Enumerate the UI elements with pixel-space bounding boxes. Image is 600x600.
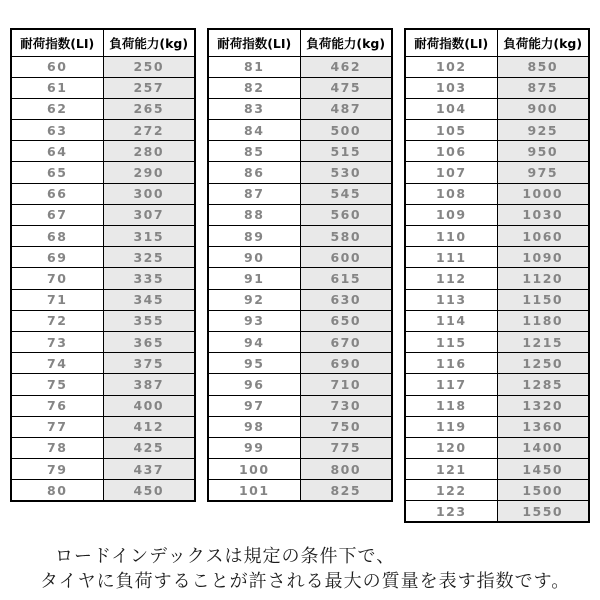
load-capacity-cell: 375 bbox=[103, 353, 195, 374]
table-row bbox=[405, 459, 589, 480]
load-capacity-cell: 560 bbox=[300, 204, 392, 225]
table-row bbox=[405, 289, 589, 310]
table-row bbox=[208, 226, 392, 247]
table-row bbox=[11, 480, 195, 501]
load-capacity-cell: 615 bbox=[300, 268, 392, 289]
load-index-cell: 108 bbox=[405, 183, 497, 204]
table-row bbox=[208, 183, 392, 204]
table-row bbox=[208, 162, 392, 183]
load-index-cell: 123 bbox=[405, 501, 497, 522]
load-capacity-cell: 325 bbox=[103, 247, 195, 268]
load-index-cell: 77 bbox=[11, 416, 103, 437]
load-index-cell: 65 bbox=[11, 162, 103, 183]
load-index-cell: 72 bbox=[11, 310, 103, 331]
table-row bbox=[208, 268, 392, 289]
load-index-cell: 85 bbox=[208, 141, 300, 162]
load-index-cell: 113 bbox=[405, 289, 497, 310]
load-index-cell: 98 bbox=[208, 416, 300, 437]
col-header-load-capacity: 負荷能力(kg) bbox=[497, 29, 589, 56]
table-row bbox=[405, 141, 589, 162]
table-row bbox=[208, 120, 392, 141]
load-capacity-cell: 1320 bbox=[497, 395, 589, 416]
load-capacity-cell: 1030 bbox=[497, 204, 589, 225]
load-capacity-cell: 1060 bbox=[497, 226, 589, 247]
table-row bbox=[208, 353, 392, 374]
load-index-cell: 82 bbox=[208, 77, 300, 98]
load-capacity-cell: 1180 bbox=[497, 310, 589, 331]
load-index-cell: 74 bbox=[11, 353, 103, 374]
table-row bbox=[405, 204, 589, 225]
load-index-tables-row bbox=[10, 28, 590, 523]
load-capacity-cell: 250 bbox=[103, 56, 195, 77]
table-row bbox=[11, 395, 195, 416]
table-row bbox=[405, 247, 589, 268]
header-row bbox=[405, 29, 589, 56]
load-index-cell: 91 bbox=[208, 268, 300, 289]
load-capacity-cell: 1500 bbox=[497, 480, 589, 501]
table-row bbox=[208, 77, 392, 98]
table-row bbox=[405, 162, 589, 183]
load-index-cell: 66 bbox=[11, 183, 103, 204]
load-index-cell: 118 bbox=[405, 395, 497, 416]
table-row bbox=[11, 331, 195, 352]
load-capacity-cell: 450 bbox=[103, 480, 195, 501]
load-capacity-cell: 475 bbox=[300, 77, 392, 98]
table-row bbox=[208, 141, 392, 162]
load-index-cell: 106 bbox=[405, 141, 497, 162]
table-row bbox=[11, 77, 195, 98]
table-row bbox=[208, 56, 392, 77]
load-capacity-cell: 365 bbox=[103, 331, 195, 352]
table-row bbox=[405, 183, 589, 204]
load-capacity-cell: 1400 bbox=[497, 437, 589, 458]
load-capacity-cell: 1000 bbox=[497, 183, 589, 204]
load-capacity-cell: 900 bbox=[497, 98, 589, 119]
load-index-cell: 89 bbox=[208, 226, 300, 247]
load-index-cell: 61 bbox=[11, 77, 103, 98]
load-index-cell: 119 bbox=[405, 416, 497, 437]
load-capacity-cell: 950 bbox=[497, 141, 589, 162]
load-capacity-cell: 300 bbox=[103, 183, 195, 204]
load-capacity-cell: 500 bbox=[300, 120, 392, 141]
load-index-table-102-123 bbox=[404, 28, 590, 523]
load-capacity-cell: 412 bbox=[103, 416, 195, 437]
caption bbox=[40, 544, 570, 594]
load-index-cell: 122 bbox=[405, 480, 497, 501]
load-index-cell: 78 bbox=[11, 437, 103, 458]
table-row bbox=[11, 310, 195, 331]
table-row bbox=[405, 331, 589, 352]
load-index-cell: 86 bbox=[208, 162, 300, 183]
load-capacity-cell: 650 bbox=[300, 310, 392, 331]
table-row bbox=[208, 437, 392, 458]
load-capacity-cell: 290 bbox=[103, 162, 195, 183]
load-index-cell: 96 bbox=[208, 374, 300, 395]
load-capacity-cell: 1090 bbox=[497, 247, 589, 268]
table-row bbox=[208, 98, 392, 119]
table-row bbox=[208, 310, 392, 331]
load-index-cell: 69 bbox=[11, 247, 103, 268]
table-row bbox=[208, 289, 392, 310]
table-row bbox=[208, 247, 392, 268]
load-capacity-cell: 265 bbox=[103, 98, 195, 119]
table-row bbox=[405, 120, 589, 141]
load-capacity-cell: 800 bbox=[300, 459, 392, 480]
load-index-cell: 90 bbox=[208, 247, 300, 268]
load-index-cell: 75 bbox=[11, 374, 103, 395]
col-header-load-capacity: 負荷能力(kg) bbox=[103, 29, 195, 56]
col-header-load-capacity: 負荷能力(kg) bbox=[300, 29, 392, 56]
table-row bbox=[11, 120, 195, 141]
caption-line-1: ロードインデックスは規定の条件下で、 bbox=[55, 546, 396, 567]
table-row bbox=[208, 416, 392, 437]
load-capacity-cell: 975 bbox=[497, 162, 589, 183]
load-capacity-cell: 1150 bbox=[497, 289, 589, 310]
load-index-cell: 93 bbox=[208, 310, 300, 331]
load-capacity-cell: 775 bbox=[300, 437, 392, 458]
table-row bbox=[405, 416, 589, 437]
load-capacity-cell: 1550 bbox=[497, 501, 589, 522]
table-row bbox=[11, 162, 195, 183]
load-capacity-cell: 257 bbox=[103, 77, 195, 98]
load-capacity-cell: 825 bbox=[300, 480, 392, 501]
load-index-cell: 110 bbox=[405, 226, 497, 247]
load-capacity-cell: 600 bbox=[300, 247, 392, 268]
load-index-table-60-80 bbox=[10, 28, 196, 502]
table-row bbox=[11, 416, 195, 437]
table-row bbox=[11, 98, 195, 119]
table-row bbox=[405, 395, 589, 416]
load-index-cell: 103 bbox=[405, 77, 497, 98]
table-row bbox=[405, 56, 589, 77]
load-index-cell: 111 bbox=[405, 247, 497, 268]
load-capacity-cell: 355 bbox=[103, 310, 195, 331]
col-header-load-index: 耐荷指数(LI) bbox=[405, 29, 497, 56]
load-capacity-cell: 1250 bbox=[497, 353, 589, 374]
table-row bbox=[208, 204, 392, 225]
table-row bbox=[11, 459, 195, 480]
load-capacity-cell: 425 bbox=[103, 437, 195, 458]
load-index-cell: 107 bbox=[405, 162, 497, 183]
header-row bbox=[208, 29, 392, 56]
load-capacity-cell: 387 bbox=[103, 374, 195, 395]
load-capacity-cell: 345 bbox=[103, 289, 195, 310]
load-index-cell: 79 bbox=[11, 459, 103, 480]
load-index-cell: 63 bbox=[11, 120, 103, 141]
table-row bbox=[405, 353, 589, 374]
table-row bbox=[208, 331, 392, 352]
load-capacity-cell: 400 bbox=[103, 395, 195, 416]
load-capacity-cell: 875 bbox=[497, 77, 589, 98]
load-capacity-cell: 850 bbox=[497, 56, 589, 77]
table-row bbox=[11, 374, 195, 395]
load-index-cell: 83 bbox=[208, 98, 300, 119]
load-capacity-cell: 710 bbox=[300, 374, 392, 395]
table-row bbox=[11, 268, 195, 289]
load-index-cell: 68 bbox=[11, 226, 103, 247]
load-index-cell: 116 bbox=[405, 353, 497, 374]
load-capacity-cell: 437 bbox=[103, 459, 195, 480]
load-capacity-cell: 1360 bbox=[497, 416, 589, 437]
table-row bbox=[405, 374, 589, 395]
table-row bbox=[208, 459, 392, 480]
load-index-cell: 64 bbox=[11, 141, 103, 162]
load-capacity-cell: 335 bbox=[103, 268, 195, 289]
load-capacity-cell: 925 bbox=[497, 120, 589, 141]
load-index-cell: 76 bbox=[11, 395, 103, 416]
load-capacity-cell: 730 bbox=[300, 395, 392, 416]
col-header-load-index: 耐荷指数(LI) bbox=[11, 29, 103, 56]
load-capacity-cell: 1120 bbox=[497, 268, 589, 289]
load-index-cell: 112 bbox=[405, 268, 497, 289]
load-capacity-cell: 580 bbox=[300, 226, 392, 247]
load-capacity-cell: 545 bbox=[300, 183, 392, 204]
header-row bbox=[11, 29, 195, 56]
load-capacity-cell: 307 bbox=[103, 204, 195, 225]
load-index-cell: 101 bbox=[208, 480, 300, 501]
table-row bbox=[208, 395, 392, 416]
table-row bbox=[405, 501, 589, 522]
load-capacity-cell: 515 bbox=[300, 141, 392, 162]
load-index-cell: 71 bbox=[11, 289, 103, 310]
load-index-cell: 114 bbox=[405, 310, 497, 331]
table-row bbox=[405, 98, 589, 119]
table-row bbox=[405, 268, 589, 289]
table-row bbox=[11, 204, 195, 225]
table-row bbox=[11, 289, 195, 310]
load-capacity-cell: 280 bbox=[103, 141, 195, 162]
load-index-cell: 102 bbox=[405, 56, 497, 77]
load-index-cell: 67 bbox=[11, 204, 103, 225]
table-row bbox=[11, 183, 195, 204]
table-row bbox=[11, 247, 195, 268]
load-capacity-cell: 315 bbox=[103, 226, 195, 247]
load-index-cell: 117 bbox=[405, 374, 497, 395]
load-index-cell: 87 bbox=[208, 183, 300, 204]
load-index-cell: 120 bbox=[405, 437, 497, 458]
load-capacity-cell: 1215 bbox=[497, 331, 589, 352]
load-index-cell: 62 bbox=[11, 98, 103, 119]
load-index-cell: 115 bbox=[405, 331, 497, 352]
load-index-cell: 104 bbox=[405, 98, 497, 119]
load-capacity-cell: 530 bbox=[300, 162, 392, 183]
load-capacity-cell: 630 bbox=[300, 289, 392, 310]
load-index-cell: 84 bbox=[208, 120, 300, 141]
table-row bbox=[208, 480, 392, 501]
load-index-cell: 97 bbox=[208, 395, 300, 416]
load-capacity-cell: 690 bbox=[300, 353, 392, 374]
load-index-cell: 121 bbox=[405, 459, 497, 480]
load-index-cell: 92 bbox=[208, 289, 300, 310]
load-index-cell: 105 bbox=[405, 120, 497, 141]
table-row bbox=[405, 437, 589, 458]
load-capacity-cell: 750 bbox=[300, 416, 392, 437]
table-row bbox=[405, 480, 589, 501]
load-capacity-cell: 670 bbox=[300, 331, 392, 352]
load-index-cell: 73 bbox=[11, 331, 103, 352]
load-index-cell: 100 bbox=[208, 459, 300, 480]
load-capacity-cell: 462 bbox=[300, 56, 392, 77]
table-row bbox=[405, 310, 589, 331]
load-capacity-cell: 272 bbox=[103, 120, 195, 141]
load-index-cell: 88 bbox=[208, 204, 300, 225]
load-index-cell: 99 bbox=[208, 437, 300, 458]
load-index-cell: 80 bbox=[11, 480, 103, 501]
table-row bbox=[11, 226, 195, 247]
table-row bbox=[11, 141, 195, 162]
table-row bbox=[405, 77, 589, 98]
load-index-cell: 60 bbox=[11, 56, 103, 77]
table-row bbox=[11, 437, 195, 458]
load-index-cell: 94 bbox=[208, 331, 300, 352]
caption-line-2: タイヤに負荷することが許される最大の質量を表す指数です。 bbox=[40, 571, 571, 592]
col-header-load-index: 耐荷指数(LI) bbox=[208, 29, 300, 56]
load-index-cell: 70 bbox=[11, 268, 103, 289]
load-index-table-81-101 bbox=[207, 28, 393, 502]
table-row bbox=[11, 353, 195, 374]
load-capacity-cell: 1450 bbox=[497, 459, 589, 480]
load-index-cell: 109 bbox=[405, 204, 497, 225]
load-capacity-cell: 1285 bbox=[497, 374, 589, 395]
load-index-cell: 95 bbox=[208, 353, 300, 374]
table-row bbox=[11, 56, 195, 77]
load-index-cell: 81 bbox=[208, 56, 300, 77]
table-row bbox=[405, 226, 589, 247]
table-row bbox=[208, 374, 392, 395]
load-capacity-cell: 487 bbox=[300, 98, 392, 119]
